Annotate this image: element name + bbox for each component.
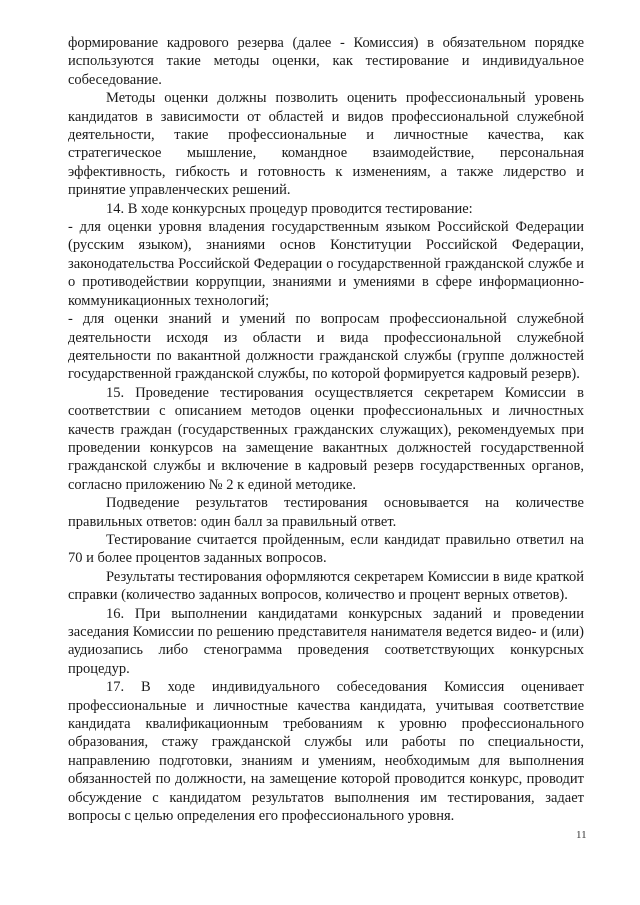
paragraph-item-17: 17. В ходе индивидуального собеседования Комиссия оценивает профессиональные и личностные качества кандидата, учитывая соответствие кандидата квалификационным требованиям к уровню профессионального образования, стажу гражданской службы или работы по специальности, направлению подготовки, знаниям и умениям, необходимым для выполнения обязанностей по должности, на замещение которой проводится конкурс, проводит обсуждение с кандидатом результатов выполнения им тестирования, задает вопросы с целью определения его профессионального уровня. (68, 679, 584, 825)
paragraph-test-scoring: Подведение результатов тестирования основывается на количестве правильных ответов: один балл за правильный ответ. (68, 495, 584, 530)
paragraph-test-results: Результаты тестирования оформляются секретарем Комиссии в виде краткой справки (количество заданных вопросов, количество и процент верных ответов). (68, 568, 584, 604)
paragraph-test-passing: Тестирование считается пройденным, если кандидат правильно ответил на 70 и более процентов заданных вопросов. (68, 531, 584, 567)
list-item-professional-test: - для оценки знаний и умений по вопросам профессиональной служебной деятельности исходя из области и вида профессиональной служебной деятельности по вакантной должности гражданской службы (группе должностей государственной гражданской службы, по которой формируется кадровый резерв). (68, 311, 584, 383)
paragraph-item-14: 14. В ходе конкурсных процедур проводится тестирование: (106, 200, 473, 217)
paragraph-item-15: 15. Проведение тестирования осуществляется секретарем Комиссии в соответствии с описанием методов оценки профессиональных и личностных качеств граждан (государственных гражданских служащих), рекомендуемых при проведении конкурсов на замещение вакантных должностей государственной гражданской службы и включение в кадровый резерв государственных органов, согласно приложению № 2 к единой методике. (68, 384, 584, 493)
document-page (68, 34, 584, 825)
paragraph-continuation: формирование кадрового резерва (далее - Комиссия) в обязательном порядке используются такие методы оценки, как тестирование и индивидуальное собеседование. (68, 35, 584, 88)
paragraph-item-16: 16. При выполнении кандидатами конкурсных заданий и проведении заседания Комиссии по решению представителя нанимателя ведется видео- и (или) аудиозапись либо стенограмма проведения соответствующих конкурсных процедур. (68, 605, 584, 677)
paragraph-assessment-methods: Методы оценки должны позволить оценить профессиональный уровень кандидатов в зависимости от областей и видов профессиональной служебной деятельности, такие профессиональные и личностные качества, как стратегическое мышление, командное взаимодействие, персональная эффективность, гибкость и готовность к изменениям, а также лидерство и принятие управленческих решений. (68, 90, 584, 199)
list-item-language-test: - для оценки уровня владения государственным языком Российской Федерации (русским языком), знаниями основ Конституции Российской Федерации, законодательства Российской Федерации о государственной гражданской службе и о противодействии коррупции, знаниями и умениями в сфере информационно-коммуникационных технологий; (68, 219, 584, 309)
page-number: 11 (576, 829, 587, 841)
